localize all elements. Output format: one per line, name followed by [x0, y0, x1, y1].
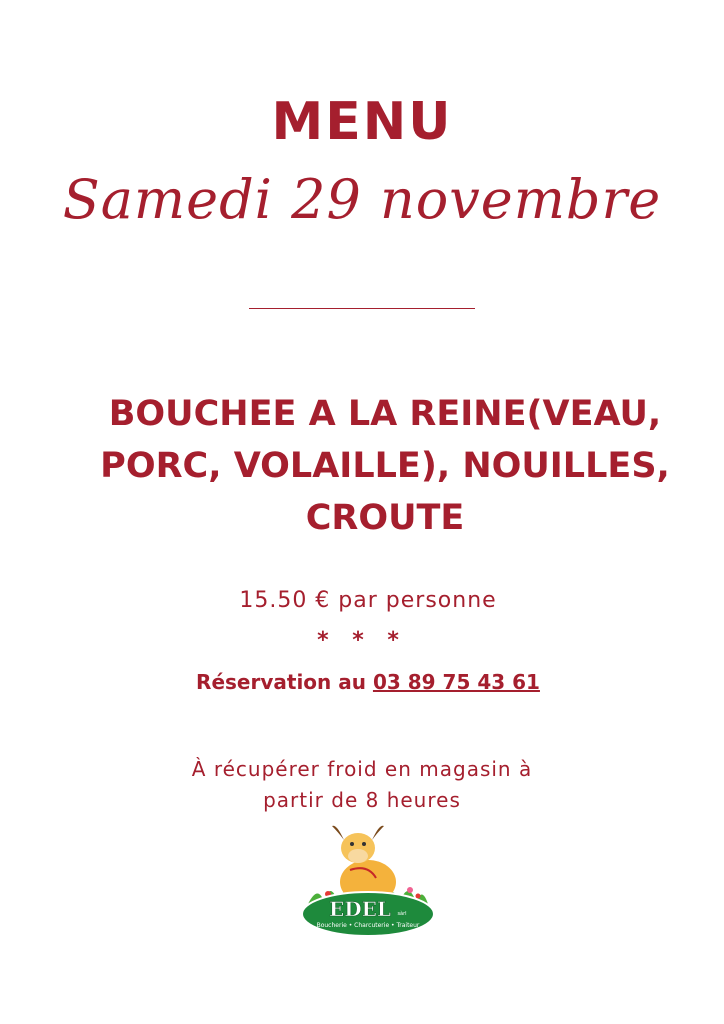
pickup-info	[0, 754, 724, 816]
dish-description	[70, 388, 700, 544]
pickup-line: À récupérer froid en magasin à	[191, 757, 533, 781]
phone-link[interactable]: 03 89 75 43 61	[372, 670, 540, 694]
dish-line: BOUCHEE A LA REINE(VEAU,	[108, 394, 662, 434]
menu-date: Samedi 29 novembre	[62, 168, 662, 231]
reservation	[0, 670, 724, 694]
pickup-line: partir de 8 heures	[263, 788, 461, 812]
dish-line: PORC, VOLAILLE), NOUILLES,	[100, 446, 670, 486]
dish-line: CROUTE	[305, 498, 465, 538]
reservation-label: Réservation au	[196, 670, 373, 694]
logo-name: EDEL	[329, 897, 391, 921]
logo-tagline: Boucherie • Charcuterie • Traiteur	[316, 922, 420, 929]
edel-logo	[298, 818, 438, 940]
price: 15.50 € par personne	[239, 588, 497, 613]
logo-badge	[302, 892, 434, 936]
logo-suffix: sàrl	[397, 911, 407, 917]
separator-stars: * * *	[317, 628, 407, 653]
divider	[249, 308, 475, 309]
menu-title: MENU	[271, 92, 453, 152]
